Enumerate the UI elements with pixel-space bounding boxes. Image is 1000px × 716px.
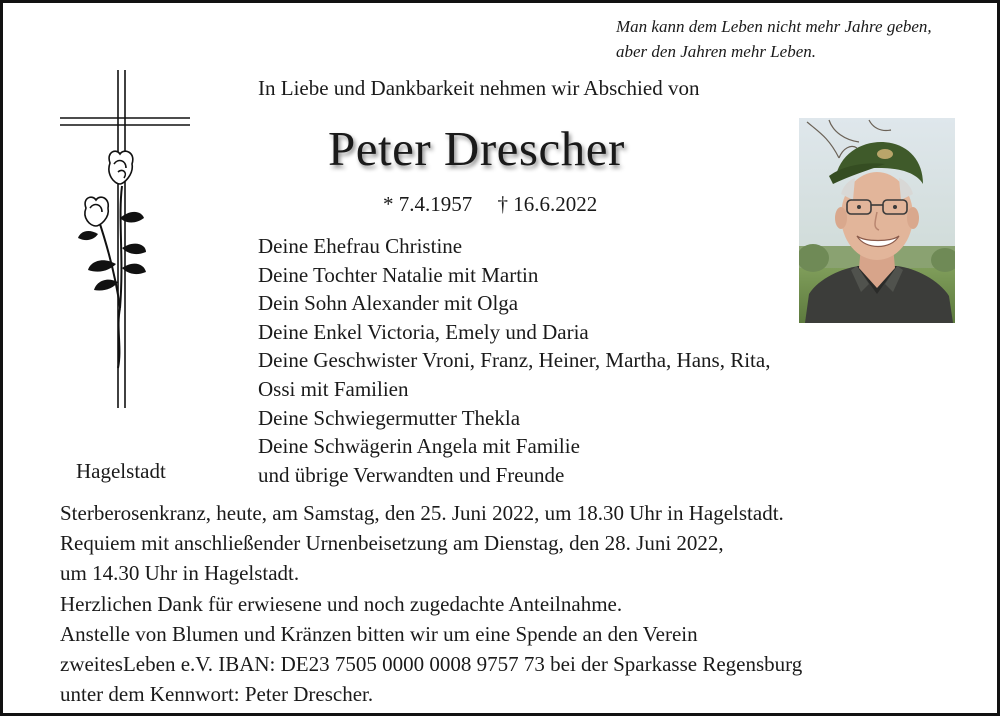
intro-text: In Liebe und Dankbarkeit nehmen wir Abschied von xyxy=(258,76,700,100)
info-line: Anstelle von Blumen und Kränzen bitten wir um eine Spende an den Verein xyxy=(60,621,698,646)
mourner-line: Deine Tochter Natalie mit Martin xyxy=(258,262,539,287)
mourner-line: Deine Geschwister Vroni, Franz, Heiner, Martha, Hans, Rita, xyxy=(258,348,771,373)
motto-line: aber den Jahren mehr Leben. xyxy=(616,42,817,61)
life-dates xyxy=(383,192,617,217)
motto-line: Man kann dem Leben nicht mehr Jahre geben, xyxy=(616,17,932,36)
deceased-name: Peter Drescher xyxy=(328,121,625,176)
info-line: um 14.30 Uhr in Hagelstadt. xyxy=(60,561,300,586)
birth-date: * 7.4.1957 xyxy=(383,192,473,216)
info-line: zweitesLeben e.V. IBAN: DE23 7505 0000 0008 9757 73 bei der Sparkasse Regensburg xyxy=(60,652,803,677)
mourners-list xyxy=(258,232,770,489)
mourner-line: Deine Schwägerin Angela mit Familie xyxy=(258,434,580,459)
motto-quote xyxy=(616,14,986,64)
info-line: Requiem mit anschließender Urnenbeisetzung am Dienstag, den 28. Juni 2022, xyxy=(60,531,724,556)
info-line: Herzlichen Dank für erwiesene und noch zugedachte Anteilnahme. xyxy=(60,591,623,616)
portrait-photo xyxy=(799,118,955,323)
mourner-line: Deine Schwiegermutter Thekla xyxy=(258,405,521,430)
death-date: † 16.6.2022 xyxy=(497,192,598,216)
cross-with-roses-icon xyxy=(58,68,198,413)
mourner-line: Deine Enkel Victoria, Emely und Daria xyxy=(258,319,589,344)
mourner-line: Deine Ehefrau Christine xyxy=(258,234,463,258)
mourner-line: und übrige Verwandten und Freunde xyxy=(258,462,565,487)
info-line: unter dem Kennwort: Peter Drescher. xyxy=(60,682,374,707)
mourner-line: Dein Sohn Alexander mit Olga xyxy=(258,291,519,316)
info-line: Sterberosenkranz, heute, am Samstag, den 25. Juni 2022, um 18.30 Uhr in Hagelstadt. xyxy=(60,501,784,525)
mourner-line: Ossi mit Familien xyxy=(258,376,409,401)
service-info xyxy=(60,498,802,709)
place-name: Hagelstadt xyxy=(76,459,166,483)
